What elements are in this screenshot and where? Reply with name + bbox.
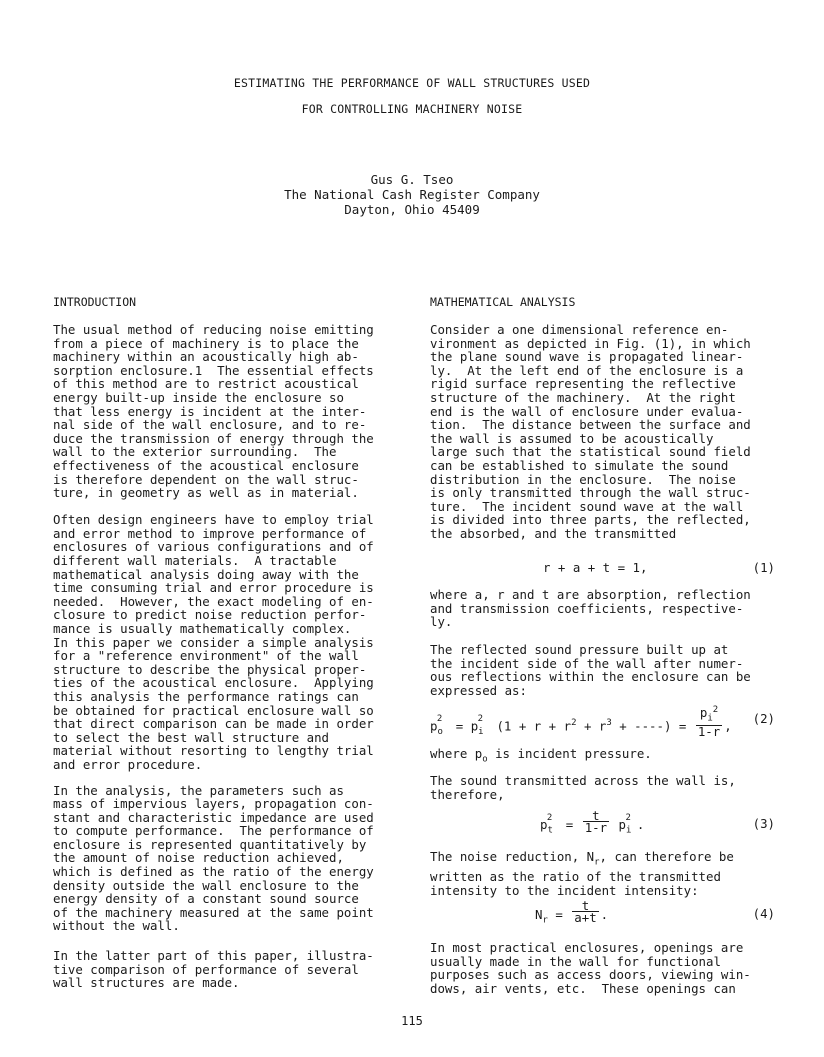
page-number: 115 [401, 1014, 423, 1028]
math-paragraph-3: The reflected sound pressure built up at the incident side of the wall after numer- ous reflections within the enclosure can be expressed as: [430, 642, 751, 698]
math-paragraph-4: where $p_o$ is incident pressure. [430, 746, 652, 765]
title-line-2: FOR CONTROLLING MACHINERY NOISE [301, 102, 523, 116]
equation-3-number: (3) [752, 816, 775, 831]
math-paragraph-4-end: is incident pressure. [487, 746, 652, 761]
equation-4 [430, 898, 775, 928]
math-paragraph-6-end: , can therefore be written as the ratio of the transmitted intensity to the incident intensity: [430, 849, 734, 898]
author-affiliation: The National Cash Register Company [284, 187, 540, 202]
math-paragraph-2-wrap [430, 588, 775, 642]
intro-paragraph-1: The usual method of reducing noise emitting from a piece of machinery is to place the machinery within an acoustically high ab- sorption enclosure.1 The essential effects of this method are to restrict acoustical energy built-up inside the enclosure so that less energy is incident at the inter- nal side of the wall enclosure, and to re- duce the transmission of energy through the wall to the exterior surrounding. The effectiveness of the acoustical enclosure is therefore dependent on the wall struc- ture, in geometry as well as in material. [53, 322, 374, 501]
math-paragraph-6: The noise reduction, $N_r$, can therefore be written as the ratio of the transmitted intensity to the incident intensity: [430, 849, 734, 898]
title-line-1: ESTIMATING THE PERFORMANCE OF WALL STRUCTURES USED [233, 76, 591, 90]
math-paragraph-7-wrap [430, 941, 775, 1009]
math-paragraph-7: In most practical enclosures, openings are usually made in the wall for functional purposes such as access doors, viewing win- dows, air vents, etc. These openings can [430, 940, 751, 996]
equation-2 [430, 702, 775, 739]
math-paragraph-4-start: where p [430, 746, 483, 761]
equation-2-number: (2) [752, 711, 775, 726]
intro-paragraph-3: In the analysis, the parameters such as mass of impervious layers, propagation con- stant and characteristic impedance are used to compute performance. The performance of enclosure is represented quantitatively by the amount of noise reduction achieved, which is defined as the ratio of the energy density outside the wall enclosure to the energy density of a constant sound source of the machinery measured at the same point without the wall. [53, 782, 374, 934]
math-paragraph-6-start: The noise reduction, N [430, 849, 595, 864]
math-analysis-heading: MATHEMATICAL ANALYSIS [430, 295, 576, 309]
equation-1-body: r + a + t = 1, [543, 560, 648, 575]
equation-4-number: (4) [752, 906, 775, 921]
intro-paragraph-2: Often design engineers have to employ trial and error method to improve performance of enclosures of various configurations and of different wall materials. A tractable mathematical analysis doing away with the time consuming trial and error procedure is needed. However, the exact modeling of en- closure to predict noise reduction perfor- mance is usually mathematically complex. In this paper we consider a simple analysis for a "reference environment" of the wall structure to describe the physical proper- ties of the acoustical enclosure. Applying this analysis the performance ratings can be obtained for practical enclosure wall so that direct comparison can be made in order to select the best wall structure and material without resorting to lengthy trial and error procedure. [53, 512, 374, 772]
author-name: Gus G. Tseo [370, 172, 454, 187]
math-paragraph-1: Consider a one dimensional reference en- vironment as depicted in Fig. (1), in which the plane sound wave is propagated linear- ly. At the left end of the enclosure is a rigid surface representing the reflective structure of the machinery. At the right end is the wall of enclosure under evalua- tion. The distance between the surface and the wall is assumed to be acoustically large such that the statistical sound field can be established to simulate the sound distribution in the enclosure. The noise is only transmitted through the wall struc- ture. The incident sound wave at the wall is divided into three parts, the reflected, the absorbed, and the transmitted [430, 322, 751, 541]
equation-3 [430, 808, 775, 838]
author-location: Dayton, Ohio 45409 [344, 202, 480, 217]
equation-3-body: $p_t^2$ = $\frac{t}{1-r}$ $p_i^2$ . [540, 808, 645, 836]
math-paragraph-2: where a, r and t are absorption, reflection and transmission coefficients, respective- ly. [430, 587, 751, 630]
equation-1-number: (1) [752, 560, 775, 575]
equation-2-body: $p_o^2 = p_i^2$ ($1 + r + r^2 + r^3$ + ----) = $\frac{p_i^2}{1-r}$ , [430, 705, 732, 739]
math-paragraph-3-wrap [430, 643, 775, 711]
introduction-heading: INTRODUCTION [53, 295, 137, 309]
left-column [53, 323, 403, 1003]
equation-4-body: $N_r$ = $\frac{t}{a+t}$ . [535, 898, 609, 926]
math-paragraph-5: The sound transmitted across the wall is, therefore, [430, 773, 736, 802]
right-column [430, 323, 775, 556]
equation-1 [430, 560, 775, 576]
intro-paragraph-4: In the latter part of this paper, illustra- tive comparison of performance of several wall structures are made. [53, 948, 374, 991]
